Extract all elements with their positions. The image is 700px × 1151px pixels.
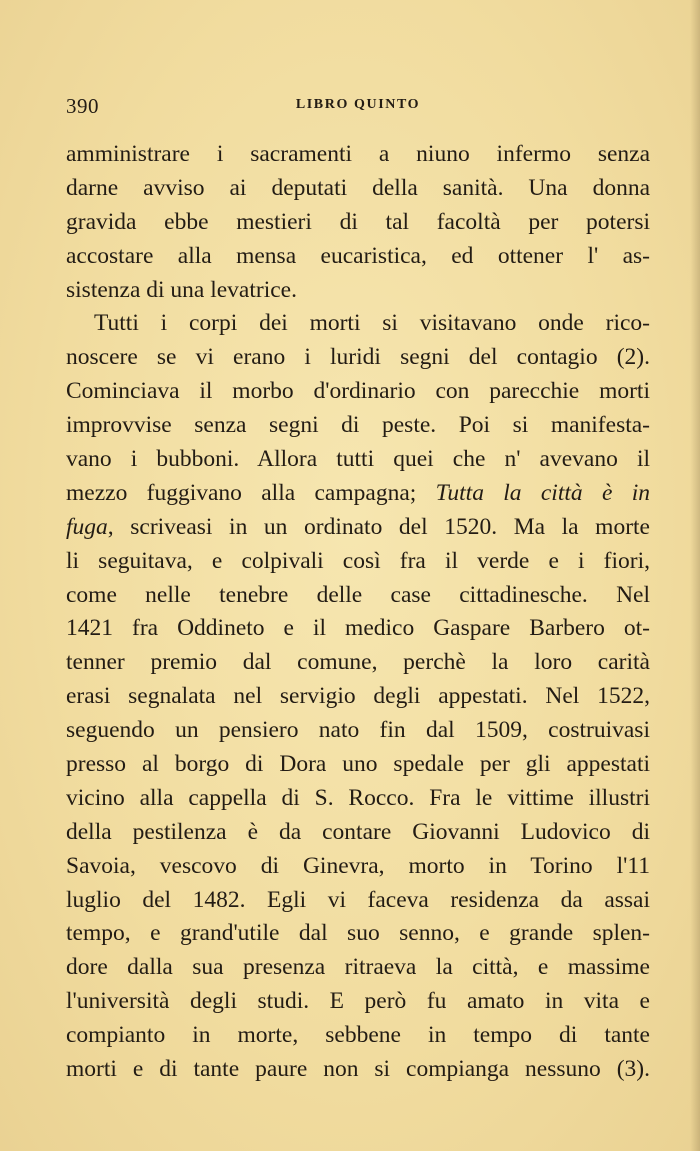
running-title: LIBRO QUINTO: [295, 97, 421, 112]
text-line: [66, 782, 650, 816]
text-line: [66, 477, 650, 511]
text-line: [66, 884, 650, 918]
text-line: [66, 714, 650, 748]
text-segment: amministrare i sacramenti a niuno infermo senza: [66, 141, 650, 167]
text-segment: tempo, e grand'utile dal suo senno, e grande splen-: [66, 920, 650, 947]
text-segment: tenner premio dal comune, perchè la loro carità: [66, 649, 650, 676]
text-line: [66, 1053, 650, 1087]
page-edge-shadow: [690, 0, 700, 1151]
text-line: [66, 206, 650, 240]
text-line: [66, 1019, 650, 1053]
text-segment: 1421 fra Oddineto e il medico Gaspare Barbero ot-: [66, 615, 650, 642]
running-head: [66, 94, 650, 116]
text-line: [66, 985, 650, 1019]
text-segment: gravida ebbe mestieri di tal facoltà per potersi: [66, 208, 650, 235]
text-line: [66, 172, 650, 206]
text-segment: Savoia, vescovo di Ginevra, morto in Torino l'11: [66, 852, 650, 879]
text-segment: improvvise senza segni di peste. Poi si manifesta-: [66, 412, 650, 439]
text-line: [66, 274, 650, 308]
text-segment: presso al borgo di Dora uno spedale per gli appestati: [66, 751, 650, 778]
text-segment: compianto in morte, sebbene in tempo di tante: [66, 1022, 650, 1049]
text-segment: darne avviso ai deputati della sanità. Una donna: [66, 174, 650, 201]
text-line: [66, 240, 650, 274]
text-line: [66, 511, 650, 545]
text-line: [66, 138, 650, 172]
text-segment: sistenza di una levatrice.: [66, 276, 297, 303]
text-segment: dore dalla sua presenza ritraeva la città, e massime: [66, 954, 650, 981]
text-line: [66, 850, 650, 884]
text-line: [66, 341, 650, 375]
text-line: [66, 545, 650, 579]
text-segment: Cominciava il morbo d'ordinario con parecchie morti: [66, 378, 650, 405]
text-segment: erasi segnalata nel servigio degli appestati. Nel 1522,: [66, 683, 650, 710]
text-line: [66, 951, 650, 985]
text-line: [66, 917, 650, 951]
body-text: [66, 138, 650, 1087]
text-line: [66, 748, 650, 782]
text-segment: Tutti i corpi dei morti si visitavano onde rico-: [94, 310, 650, 337]
text-segment: vano i bubboni. Allora tutti quei che n' avevano il: [66, 446, 650, 473]
text-segment: , scriveasi in un ordinato del 1520. Ma la morte: [107, 513, 650, 540]
page-number: 390: [66, 94, 99, 118]
text-segment: li seguitava, e colpivali così fra il verde e i fiori,: [66, 547, 650, 574]
text-line: [66, 646, 650, 680]
italic-text: Tutta la città è in: [435, 479, 650, 506]
text-line: [66, 612, 650, 646]
text-segment: accostare alla mensa eucaristica, ed ottener l' as-: [66, 242, 650, 269]
text-segment: vicino alla cappella di S. Rocco. Fra le vittime illustri: [66, 784, 650, 811]
text-line: [66, 680, 650, 714]
text-segment: come nelle tenebre delle case cittadinesche. Nel: [66, 581, 650, 608]
text-segment: noscere se vi erano i luridi segni del contagio (2).: [66, 344, 650, 371]
text-segment: della pestilenza è da contare Giovanni Ludovico di: [66, 818, 650, 845]
text-line: [66, 443, 650, 477]
text-segment: luglio del 1482. Egli vi faceva residenza da assai: [66, 886, 650, 913]
text-segment: morti e di tante paure non si compianga nessuno (3).: [66, 1056, 650, 1083]
italic-text: fuga: [66, 513, 108, 540]
text-segment: mezzo fuggivano alla campagna;: [66, 479, 436, 506]
text-segment: l'università degli studi. E però fu amato in vita e: [66, 988, 650, 1015]
text-line: [66, 579, 650, 613]
text-line: [66, 375, 650, 409]
text-line: [66, 816, 650, 850]
text-line: [66, 307, 650, 341]
text-line: [66, 409, 650, 443]
text-segment: seguendo un pensiero nato fin dal 1509, costruivasi: [66, 717, 650, 744]
